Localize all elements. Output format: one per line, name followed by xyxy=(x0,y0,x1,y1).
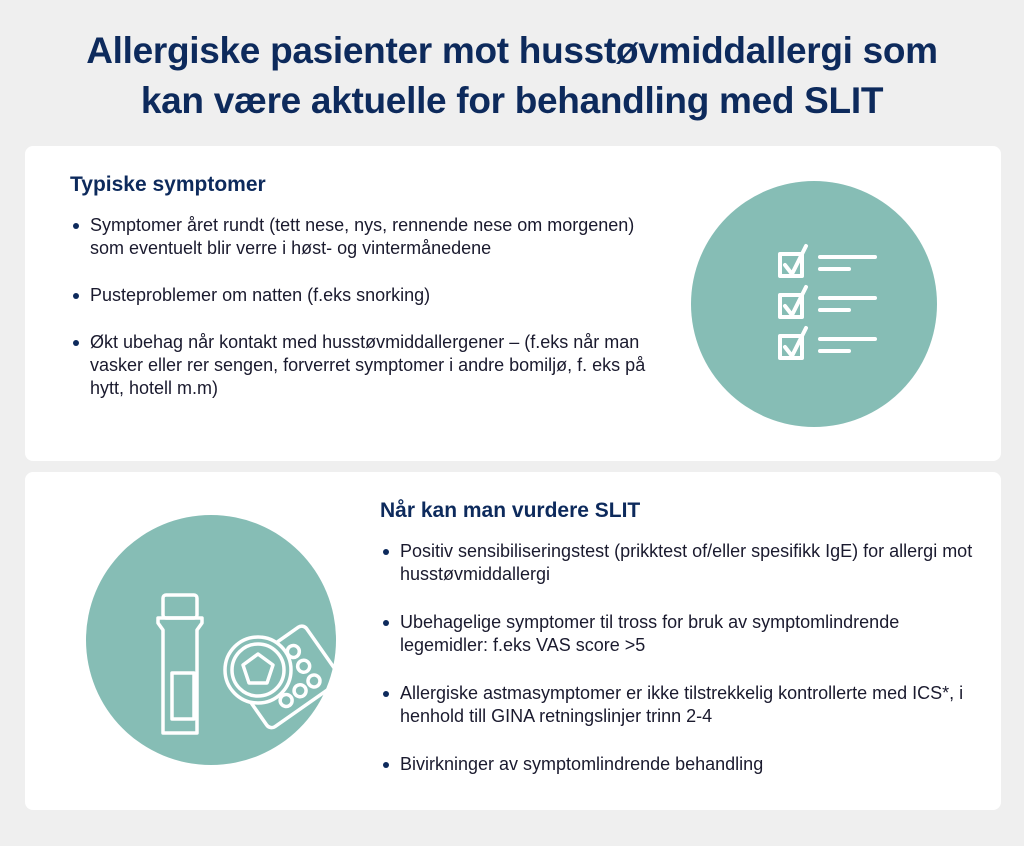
page-title-line2: kan være aktuelle for behandling med SLIT xyxy=(140,80,884,121)
list-item: Allergiske astmasymptomer er ikke tilstrekkelig kontrollerte med ICS*, i henhold till GINA retningslinjer trinn 2-4 xyxy=(380,682,980,728)
symptoms-heading: Typiske symptomer xyxy=(70,173,266,196)
list-item: Positiv sensibiliseringstest (prikktest of/eller spesifikk IgE) for allergi mot husstøvmiddallergi xyxy=(380,540,980,586)
symptoms-list xyxy=(70,214,650,424)
medication-icon xyxy=(86,515,336,765)
page-title xyxy=(0,26,1024,126)
list-item: Symptomer året rundt (tett nese, nys, rennende nese om morgenen) som eventuelt blir verre i høst- og vintermånedene xyxy=(70,214,650,260)
list-item: Bivirkninger av symptomlindrende behandling xyxy=(380,753,980,776)
checklist-icon-circle xyxy=(691,181,937,427)
page-title-line1: Allergiske pasienter mot husstøvmiddallergi som xyxy=(86,30,938,71)
slit-heading: Når kan man vurdere SLIT xyxy=(380,499,641,522)
list-item: Ubehagelige symptomer til tross for bruk av symptomlindrende legemidler: f.eks VAS score >5 xyxy=(380,611,980,657)
symptoms-card xyxy=(25,146,1001,461)
list-item: Pusteproblemer om natten (f.eks snorking) xyxy=(70,284,650,307)
checklist-icon xyxy=(691,181,937,427)
slit-list xyxy=(380,540,980,801)
slit-card xyxy=(25,472,1001,810)
list-item: Økt ubehag når kontakt med husstøvmiddallergener – (f.eks når man vasker eller rer sengen, forverret symptomer i andre bomiljø, f. eks på hytt, hotell m.m) xyxy=(70,331,650,400)
medication-icon-circle xyxy=(86,515,336,765)
